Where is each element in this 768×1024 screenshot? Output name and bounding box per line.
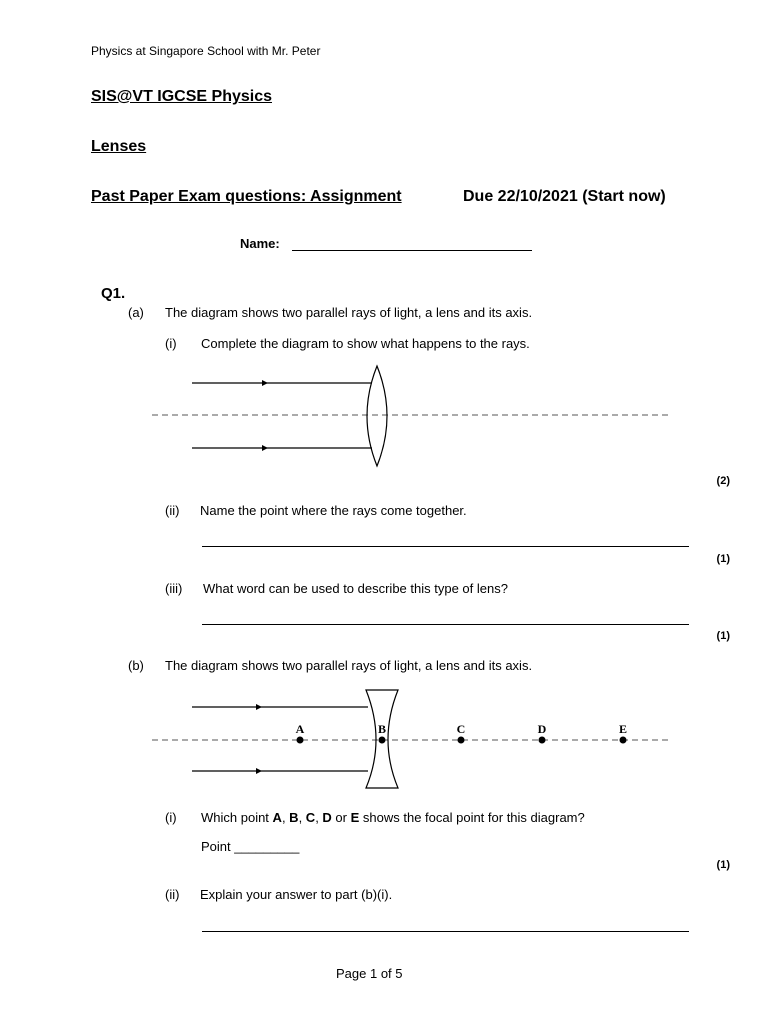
arrow-icon xyxy=(262,445,268,451)
page-header: Physics at Singapore School with Mr. Peter xyxy=(91,44,321,58)
point-d-label: D xyxy=(537,722,547,736)
marks-a-ii: (1) xyxy=(716,553,730,565)
due-date: Due 22/10/2021 (Start now) xyxy=(463,188,666,205)
question-number: Q1. xyxy=(101,285,126,302)
point-a-dot xyxy=(297,737,304,744)
assignment-title: Past Paper Exam questions: Assignment xyxy=(91,188,402,205)
part-a-i-text: Complete the diagram to show what happens to the rays. xyxy=(201,336,530,351)
part-b-text: The diagram shows two parallel rays of light, a lens and its axis. xyxy=(165,658,533,673)
point-answer-field[interactable]: Point _________ xyxy=(201,839,300,854)
course-title: SIS@VT IGCSE Physics xyxy=(91,88,272,105)
option-c: C xyxy=(305,810,316,825)
concave-lens-diagram xyxy=(0,686,768,792)
point-b-label: B xyxy=(377,722,387,736)
point-b-dot xyxy=(379,737,386,744)
option-e: E xyxy=(350,810,360,825)
option-a: A xyxy=(272,810,282,825)
part-a-ii-text: Name the point where the rays come together. xyxy=(200,503,467,518)
answer-line-b-ii[interactable] xyxy=(202,931,689,932)
part-b-ii-text: Explain your answer to part (b)(i). xyxy=(200,887,393,902)
part-a-i-label: (i) xyxy=(165,336,177,351)
marks-a-i: (2) xyxy=(716,475,730,487)
name-field[interactable] xyxy=(292,250,532,251)
arrow-icon xyxy=(256,704,262,710)
arrow-icon xyxy=(262,380,268,386)
point-e-dot xyxy=(620,737,627,744)
part-b-ii-label: (ii) xyxy=(165,887,180,902)
part-a-label: (a) xyxy=(128,305,144,320)
part-b-label: (b) xyxy=(128,658,144,673)
name-label: Name: xyxy=(240,236,280,251)
point-c-dot xyxy=(458,737,465,744)
part-b-i-label: (i) xyxy=(165,810,177,825)
part-a-text: The diagram shows two parallel rays of light, a lens and its axis. xyxy=(165,305,533,320)
answer-line-a-iii[interactable] xyxy=(202,624,689,625)
marks-b-i: (1) xyxy=(716,859,730,871)
part-b-i-text-before: Which point xyxy=(201,810,273,825)
part-a-iii-label: (iii) xyxy=(165,581,183,596)
arrow-icon xyxy=(256,768,262,774)
point-d-dot xyxy=(539,737,546,744)
convex-lens-diagram xyxy=(0,360,768,472)
part-b-i-text: Which point A, B, C, D or E shows the focal point for this diagram? xyxy=(201,810,585,825)
point-c-label: C xyxy=(456,722,466,736)
point-e-label: E xyxy=(618,722,628,736)
option-b: B xyxy=(289,810,299,825)
part-a-iii-text: What word can be used to describe this type of lens? xyxy=(203,581,508,596)
page-number: Page 1 of 5 xyxy=(336,966,403,981)
answer-line-a-ii[interactable] xyxy=(202,546,689,547)
convex-lens xyxy=(367,366,387,466)
marks-a-iii: (1) xyxy=(716,630,730,642)
option-d: D xyxy=(322,810,332,825)
point-a-label: A xyxy=(295,722,305,736)
topic-title: Lenses xyxy=(91,138,147,155)
part-a-ii-label: (ii) xyxy=(165,503,180,518)
part-b-i-text-after: shows the focal point for this diagram? xyxy=(359,810,585,825)
